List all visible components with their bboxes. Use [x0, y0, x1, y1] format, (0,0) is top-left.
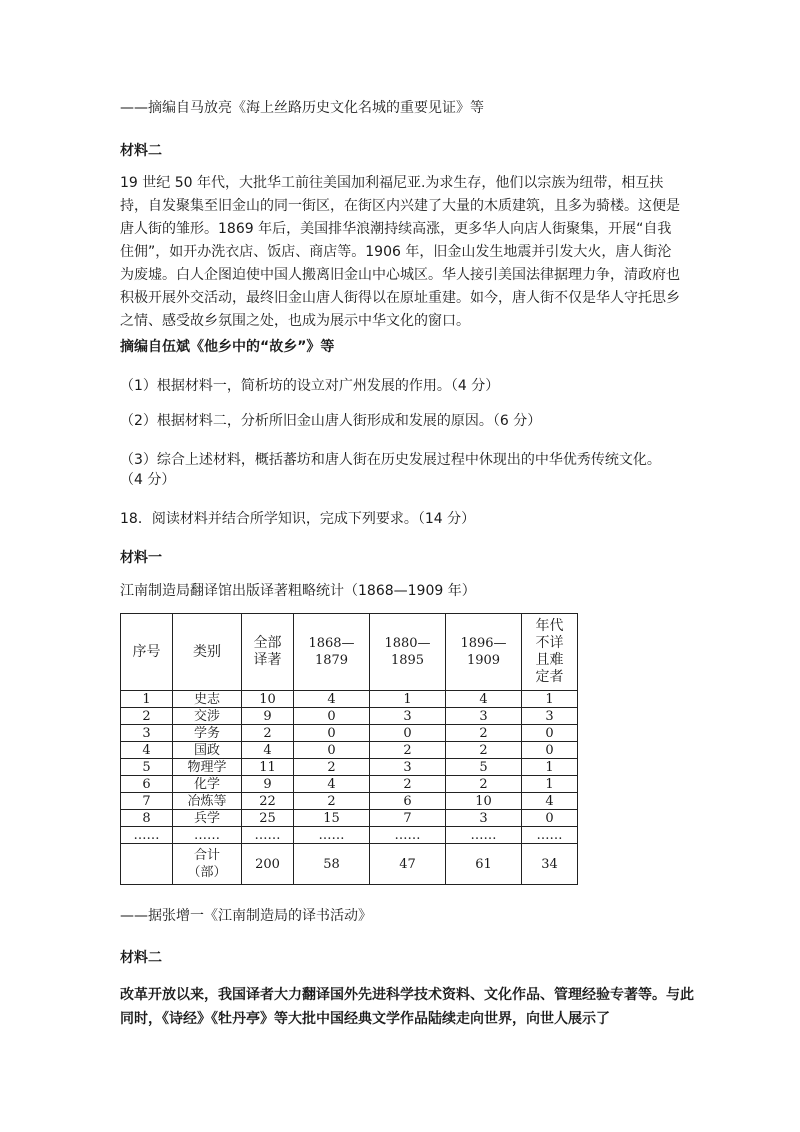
table-cell: 3	[370, 759, 446, 776]
table-header-row	[121, 614, 578, 691]
table-cell: 0	[294, 725, 370, 742]
question-1: （1）根据材料一，简析坊的设立对广州发展的作用。（4 分）	[120, 378, 500, 394]
table-cell: ……	[370, 827, 446, 844]
table-cell: 5	[121, 759, 173, 776]
table-cell: 2	[121, 708, 173, 725]
column-header: 1896— 1909	[446, 614, 522, 691]
table-cell: 2	[294, 793, 370, 810]
table-cell: 4	[242, 742, 294, 759]
table-cell: 0	[522, 810, 578, 827]
table-cell: 物理学	[173, 759, 242, 776]
table-cell: 2	[370, 776, 446, 793]
paragraph-text: 改革开放以来，我国译者大力翻译国外先进科学技术资料、文化作品、管理经验专著等。与此同时，《诗经》《牡丹亭》等大批中国经典文学作品陆续走向世界，向世人展示了	[120, 987, 694, 1027]
table-cell: 化学	[173, 776, 242, 793]
table-cell: 国政	[173, 742, 242, 759]
table-cell: 1	[522, 776, 578, 793]
table-cell: 1	[370, 691, 446, 708]
table-cell: 3	[370, 708, 446, 725]
table-cell: 合计 （部）	[173, 844, 242, 885]
table-cell: 6	[370, 793, 446, 810]
table-cell: 史志	[173, 691, 242, 708]
table-cell: 1	[522, 759, 578, 776]
table-row	[121, 759, 578, 776]
table-row	[121, 708, 578, 725]
table-cell: 22	[242, 793, 294, 810]
table-row	[121, 742, 578, 759]
table-cell: 2	[446, 725, 522, 742]
table-cell: 2	[294, 759, 370, 776]
table-cell: 3	[121, 725, 173, 742]
table-cell: 2	[446, 742, 522, 759]
table-cell: 5	[446, 759, 522, 776]
source-citation-2: 摘编自伍斌《他乡中的“故乡”》等	[120, 339, 335, 355]
table-row	[121, 691, 578, 708]
table-row	[121, 725, 578, 742]
table-cell: ……	[294, 827, 370, 844]
table-cell: 0	[522, 742, 578, 759]
table-cell: 58	[294, 844, 370, 885]
table-cell: 2	[242, 725, 294, 742]
table-row	[121, 827, 578, 844]
table-cell	[121, 844, 173, 885]
material-heading: 材料一	[120, 550, 162, 566]
table-title: 江南制造局翻译馆出版译著粗略统计（1868—1909 年）	[120, 583, 476, 599]
table-cell: ……	[242, 827, 294, 844]
table-cell: 47	[370, 844, 446, 885]
column-header: 全部 译著	[242, 614, 294, 691]
source-citation-1: ——摘编自马放亮《海上丝路历史文化名城的重要见证》等	[120, 100, 484, 116]
table-cell: 2	[370, 742, 446, 759]
table-cell: 3	[446, 810, 522, 827]
table-cell: ……	[446, 827, 522, 844]
table-cell: 0	[294, 708, 370, 725]
material-heading: 材料二	[120, 950, 162, 966]
question-3-score: （4 分）	[120, 472, 176, 488]
table-cell: 冶炼等	[173, 793, 242, 810]
table-cell: 4	[294, 776, 370, 793]
table-cell: 61	[446, 844, 522, 885]
table-cell: 6	[121, 776, 173, 793]
table-cell: 10	[446, 793, 522, 810]
material-heading: 材料二	[120, 143, 162, 159]
table-cell: 8	[121, 810, 173, 827]
table-cell: 7	[370, 810, 446, 827]
table-cell: ……	[522, 827, 578, 844]
table-cell: 7	[121, 793, 173, 810]
translation-statistics-table	[120, 613, 578, 885]
table-cell: 兵学	[173, 810, 242, 827]
table-cell: 9	[242, 708, 294, 725]
paragraph-text: 19 世纪 50 年代，大批华工前往美国加利福尼亚.为求生存，他们以宗族为纽带，相互扶持，自发聚集至旧金山的同一街区，在街区内兴建了大量的木质建筑，且多为骑楼。这便是唐人街的雏形。1869 年后，美国排华浪潮持续高涨，更多华人向店人街聚集，开展“自我住佣”，如开办洗衣店、饭店、商店等。1906 年，旧金山发生地震并引发大火，唐人街沦为废墟。白人企图迫使中国人搬离旧金山中心城区。华人接引美国法律据理力争，清政府也积极开展外交活动，最终旧金山唐人街得以在原址重建。如今，唐人街不仅是华人守托思乡之情、感受故乡氛围之处，也成为展示中华文化的窗口。	[120, 175, 680, 329]
table-cell: 3	[446, 708, 522, 725]
table-cell: 11	[242, 759, 294, 776]
table-cell: 200	[242, 844, 294, 885]
table-cell: 25	[242, 810, 294, 827]
table-source: ——据张增一《江南制造局的译书活动》	[120, 908, 372, 924]
table-cell: 4	[446, 691, 522, 708]
table-cell: 4	[294, 691, 370, 708]
column-header: 类别	[173, 614, 242, 691]
table-cell: 10	[242, 691, 294, 708]
table-cell: 学务	[173, 725, 242, 742]
table-total-row	[121, 844, 578, 885]
question-18: 18．阅读材料并结合所学知识，完成下列要求。（14 分）	[120, 511, 476, 527]
table-cell: ……	[121, 827, 173, 844]
table-cell: 1	[121, 691, 173, 708]
column-header: 年代 不详 且难 定者	[522, 614, 578, 691]
table-cell: 2	[446, 776, 522, 793]
table-cell: 9	[242, 776, 294, 793]
table-row	[121, 776, 578, 793]
table-cell: 0	[370, 725, 446, 742]
table-cell: 34	[522, 844, 578, 885]
table-row	[121, 793, 578, 810]
table-cell: 0	[294, 742, 370, 759]
table-cell: 15	[294, 810, 370, 827]
material-paragraph	[120, 172, 685, 333]
table-cell: ……	[173, 827, 242, 844]
column-header: 序号	[121, 614, 173, 691]
material-paragraph	[120, 983, 695, 1031]
question-2: （2）根据材料二，分析所旧金山唐人街形成和发展的原因。（6 分）	[120, 413, 542, 429]
table-cell: 3	[522, 708, 578, 725]
column-header: 1868— 1879	[294, 614, 370, 691]
table-cell: 0	[522, 725, 578, 742]
question-3: （3）综合上述材料，概括蕃坊和唐人街在历史发展过程中休现出的中华优秀传统文化。	[120, 452, 661, 468]
table-cell: 交涉	[173, 708, 242, 725]
table-cell: 1	[522, 691, 578, 708]
column-header: 1880— 1895	[370, 614, 446, 691]
table-row	[121, 810, 578, 827]
table-cell: 4	[121, 742, 173, 759]
table-cell: 4	[522, 793, 578, 810]
